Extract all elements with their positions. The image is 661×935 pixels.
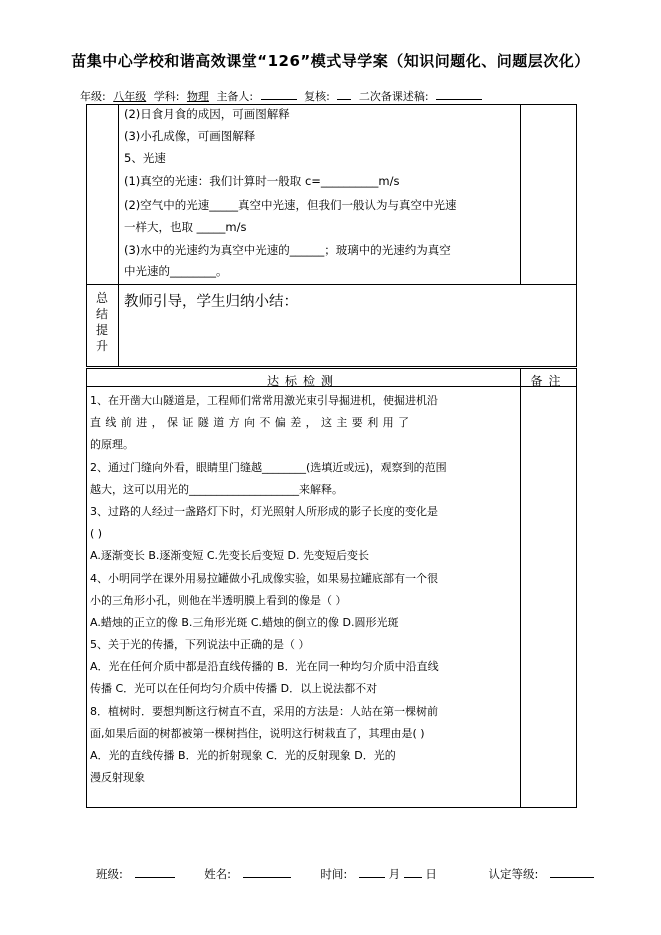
q3-line-1: 3、过路的人经过一盏路灯下时，灯光照射人所形成的影子长度的变化是 <box>90 505 438 518</box>
q3-options: A.逐渐变长 B.逐渐变短 C.先变长后变短 D. 先变短后变长 <box>90 549 369 562</box>
q3-line-2: ( ) <box>90 527 103 540</box>
summary-text: 教师引导，学生归纳小结： <box>124 294 298 310</box>
preparer-blank <box>261 88 297 100</box>
page-title: 苗集中心学校和谐高效课堂“126”模式导学案（知识问题化、问题层次化） <box>71 52 590 70</box>
q8-line-1: 8．植树时．要想判断这行树直不直，采用的方法是：人站在第一棵树前 <box>90 705 438 718</box>
footer-time-label: 时间: <box>320 867 348 881</box>
q4-line-1: 4、小明同学在课外用易拉罐做小孔成像实验，如果易拉罐底部有一个很 <box>90 572 438 585</box>
q4-options: A.蜡烛的正立的像 B.三角形光斑 C.蜡烛的倒立的像 D.圆形光斑 <box>90 616 399 629</box>
upper-line-7: (3)水中的光速约为真空中光速的______；玻璃中的光速约为真空 <box>124 243 451 257</box>
q8-options: A．光的直线传播 B．光的折射现象 C．光的反射现象 D．光的 <box>90 749 396 762</box>
review-blank <box>337 88 351 100</box>
footer-class-label: 班级: <box>96 867 123 881</box>
upper-table-note-line <box>520 104 521 284</box>
preparer-label: 主备人: <box>216 90 254 103</box>
grade-label: 年级: <box>80 90 106 103</box>
upper-line-1: (2)日食月食的成因，可画图解释 <box>124 107 290 121</box>
q1-line-2: 直线前进，保证隧道方向不偏差，这主要利用了 <box>90 416 414 429</box>
upper-line-2: (3)小孔成像，可画图解释 <box>124 129 256 143</box>
footer-grade-level-blank <box>550 866 594 878</box>
grade-value: 八年级 <box>113 90 147 103</box>
footer-day: 日 <box>425 867 437 881</box>
footer-month-blank <box>359 866 385 878</box>
test-table-note-line <box>520 368 521 808</box>
upper-line-8: 中光速的________。 <box>124 264 228 278</box>
q8-line-2: 面,如果后面的树都被第一棵树挡住，说明这行树栽直了，其理由是( ) <box>90 727 425 740</box>
subject-label: 学科: <box>153 90 180 103</box>
header-meta <box>80 88 486 104</box>
review-label: 复核: <box>304 90 330 103</box>
q8-line-4: 漫反射现象 <box>90 771 145 784</box>
second-prep-label: 二次备课述稿: <box>358 90 429 103</box>
upper-table-row-line <box>86 284 577 285</box>
upper-line-4: (1)真空的光速：我们计算时一般取 c=__________m/s <box>124 174 400 188</box>
q2-line-1: 2、通过门缝向外看，眼睛里门缝越________(选填近或远)，观察到的范围 <box>90 461 447 474</box>
footer-day-blank <box>404 866 422 878</box>
q5-line-3: 传播 C．光可以在任何均匀介质中传播 D．以上说法都不对 <box>90 682 378 695</box>
upper-line-5: (2)空气中的光速_____真空中光速，但我们一般认为与真空中光速 <box>124 198 457 212</box>
footer-grade-level-label: 认定等级: <box>488 867 539 881</box>
upper-line-3: 5、光速 <box>124 151 166 165</box>
subject-value: 物理 <box>186 90 209 103</box>
q1-line-1: 1、在开凿大山隧道是，工程师们常常用激光束引导掘进机，使掘进机沿 <box>90 394 438 407</box>
footer-month: 月 <box>388 867 401 881</box>
footer <box>96 866 594 882</box>
test-header: 达标检测 <box>266 374 339 388</box>
q1-line-3: 的原理。 <box>90 438 134 451</box>
q5-line-1: 5、关于光的传播，下列说法中正确的是（ ） <box>90 638 310 651</box>
q4-line-2: 小的三角形小孔，则他在半透明膜上看到的像是（ ） <box>90 594 347 607</box>
footer-class-blank <box>135 866 175 878</box>
summary-side-label: 总 结 提 升 <box>95 291 108 353</box>
upper-table-col-line <box>118 104 119 367</box>
second-prep-blank <box>436 88 482 100</box>
q5-line-2: A．光在任何介质中都是沿直线传播的 B．光在同一种均匀介质中沿直线 <box>90 660 439 673</box>
upper-line-6: 一样大，也取 _____m/s <box>124 220 247 234</box>
footer-name-label: 姓名: <box>204 867 232 881</box>
footer-name-blank <box>243 866 291 878</box>
q2-line-2: 越大，这可以用光的____________________来解释。 <box>90 483 343 496</box>
note-header: 备注 <box>530 374 567 388</box>
